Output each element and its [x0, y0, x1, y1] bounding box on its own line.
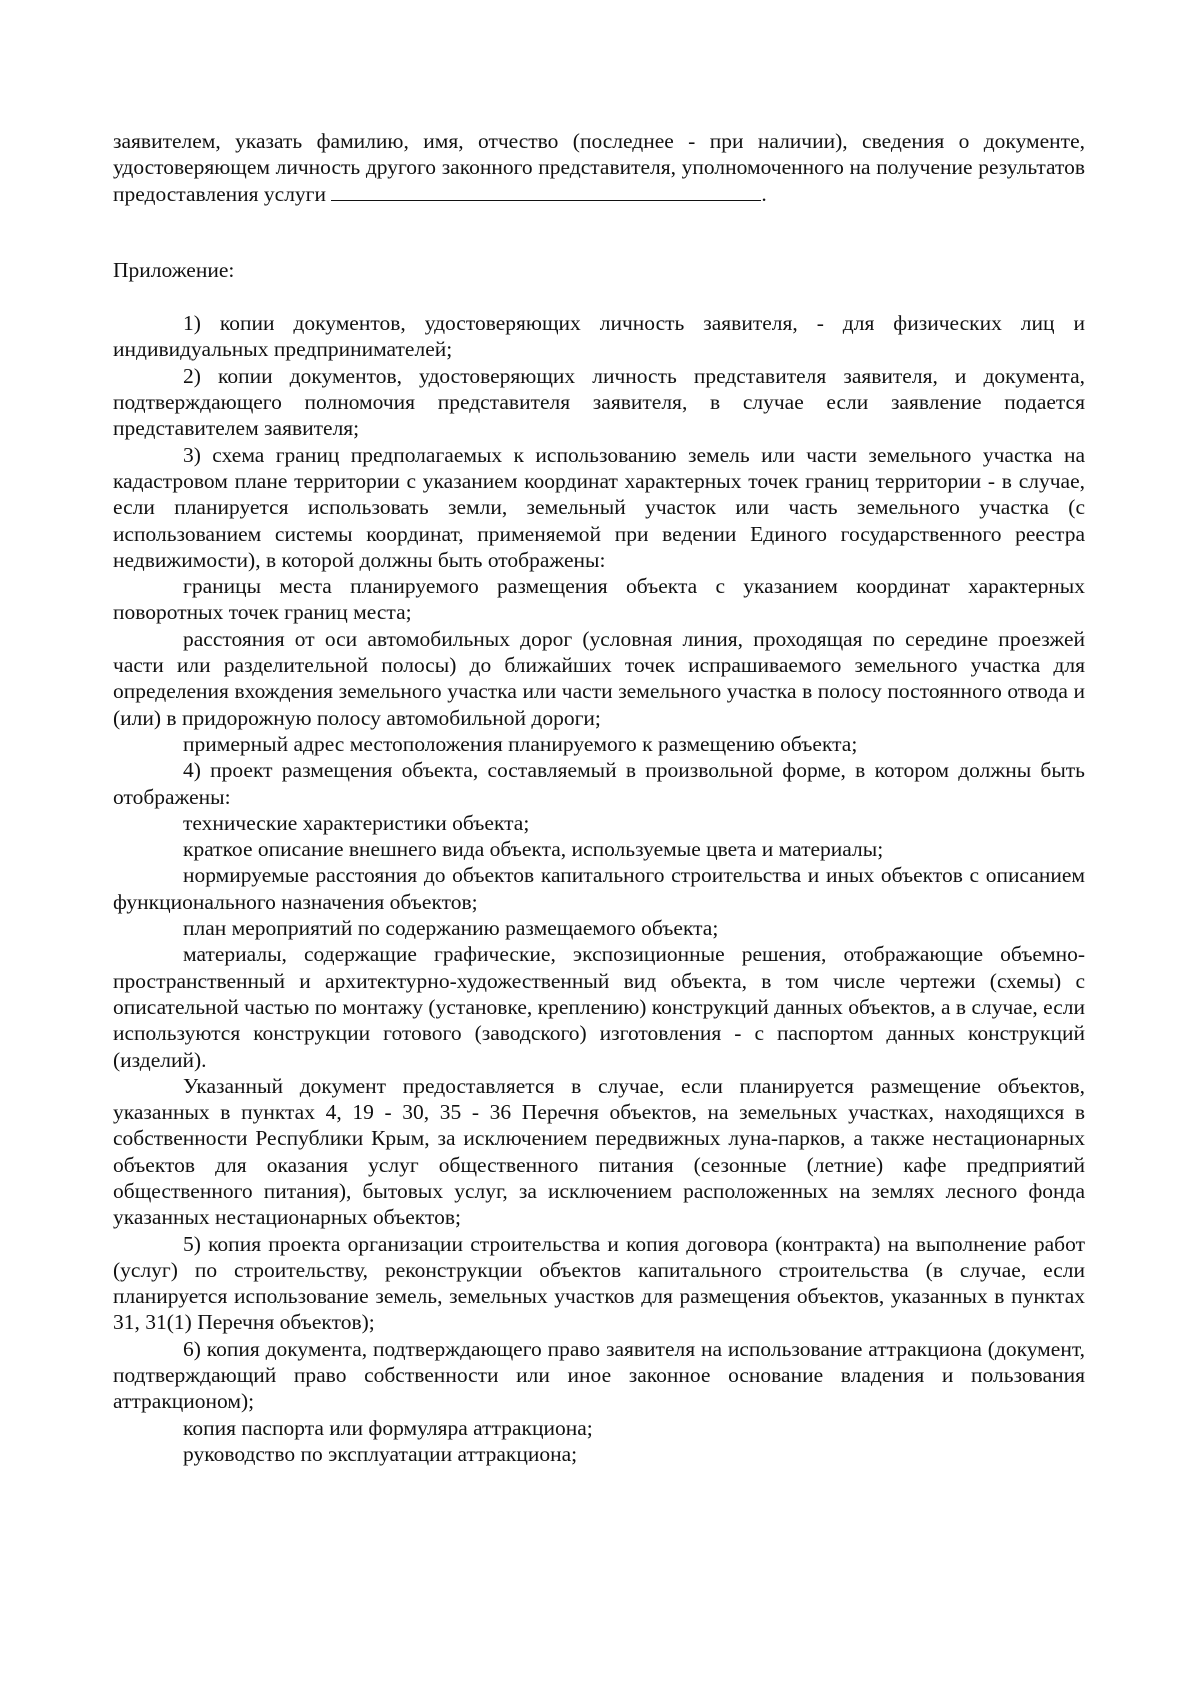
annex-title: Приложение:	[113, 257, 235, 282]
list-item: краткое описание внешнего вида объекта, используемые цвета и материалы;	[183, 837, 884, 862]
list-item: 5) копия проекта организации строительства и копия договора (контракта) на выполнение работ (услуг) по строительству, реконструкции объектов капитального строительства (в случае, если планируется использование земель, земельных участков для размещения объектов, указанных в пунктах 31, 31(1) Перечня объектов);	[113, 1231, 1085, 1335]
list-item: Указанный документ предоставляется в случае, если планируется размещение объектов, указанных в пунктах 4, 19 - 30, 35 - 36 Перечня объектов, на земельных участках, находящихся в собственности Республики Крым, за исключением передвижных луна-парков, а также нестационарных объектов для оказания услуг общественного питания (сезонные (летние) кафе предприятий общественного питания), бытовых услуг, за исключением расположенных на землях лесного фонда указанных нестационарных объектов;	[113, 1073, 1085, 1230]
list-item: 4) проект размещения объекта, составляемый в произвольной форме, в котором должны быть отображены:	[113, 758, 1085, 809]
list-item: материалы, содержащие графические, экспозиционные решения, отображающие объемно-пространственный и архитектурно-художественный вид объекта, в том числе чертежи (схемы) с описательной частью по монтажу (установке, креплению) конструкций данных объектов, а в случае, если используются конструкции готового (заводского) изготовления - с паспортом данных конструкций (изделий).	[113, 942, 1085, 1072]
list-item: руководство по эксплуатации аттракциона;	[183, 1441, 578, 1466]
spacer	[113, 207, 1085, 257]
intro-tail: .	[761, 181, 767, 206]
list-item: границы места планируемого размещения объекта с указанием координат характерных поворотных точек границ места;	[113, 574, 1085, 625]
document-page	[113, 128, 1085, 1467]
list-item: технические характеристики объекта;	[183, 810, 530, 835]
list-item: 3) схема границ предполагаемых к использованию земель или части земельного участка на кадастровом плане территории с указанием координат характерных точек границ территории - в случае, если планируется использовать земли, земельный участок или часть земельного участка (с использованием системы координат, применяемой при ведении Единого государственного реестра недвижимости), в которой должны быть отображены:	[113, 442, 1085, 572]
signature-fill-line	[331, 181, 761, 201]
list-item: копия паспорта или формуляра аттракциона;	[183, 1415, 593, 1440]
list-item: 2) копии документов, удостоверяющих личность представителя заявителя, и документа, подтверждающего полномочия представителя заявителя, в случае если заявление подается представителем заявителя;	[113, 363, 1085, 441]
list-item: 1) копии документов, удостоверяющих личность заявителя, - для физических лиц и индивидуальных предпринимателей;	[113, 311, 1085, 362]
spacer	[113, 283, 1085, 310]
list-item: 6) копия документа, подтверждающего право заявителя на использование аттракциона (документ, подтверждающий право собственности или иное законное основание владения и пользования аттракционом);	[113, 1336, 1085, 1414]
list-item: примерный адрес местоположения планируемого к размещению объекта;	[183, 731, 858, 756]
list-item: расстояния от оси автомобильных дорог (условная линия, проходящая по середине проезжей части или разделительной полосы) до ближайших точек испрашиваемого земельного участка для определения вхождения земельного участка или части земельного участка в полосу постоянного отвода и (или) в придорожную полосу автомобильной дороги;	[113, 626, 1085, 730]
list-item: нормируемые расстояния до объектов капитального строительства и иных объектов с описанием функционального назначения объектов;	[113, 863, 1085, 914]
intro-text: заявителем, указать фамилию, имя, отчество (последнее - при наличии), сведения о документе, удостоверяющем личность другого законного представителя, уполномоченного на получение результатов предоставления услуги	[113, 129, 1085, 206]
intro-paragraph	[113, 128, 1085, 207]
list-item: план мероприятий по содержанию размещаемого объекта;	[183, 916, 719, 941]
